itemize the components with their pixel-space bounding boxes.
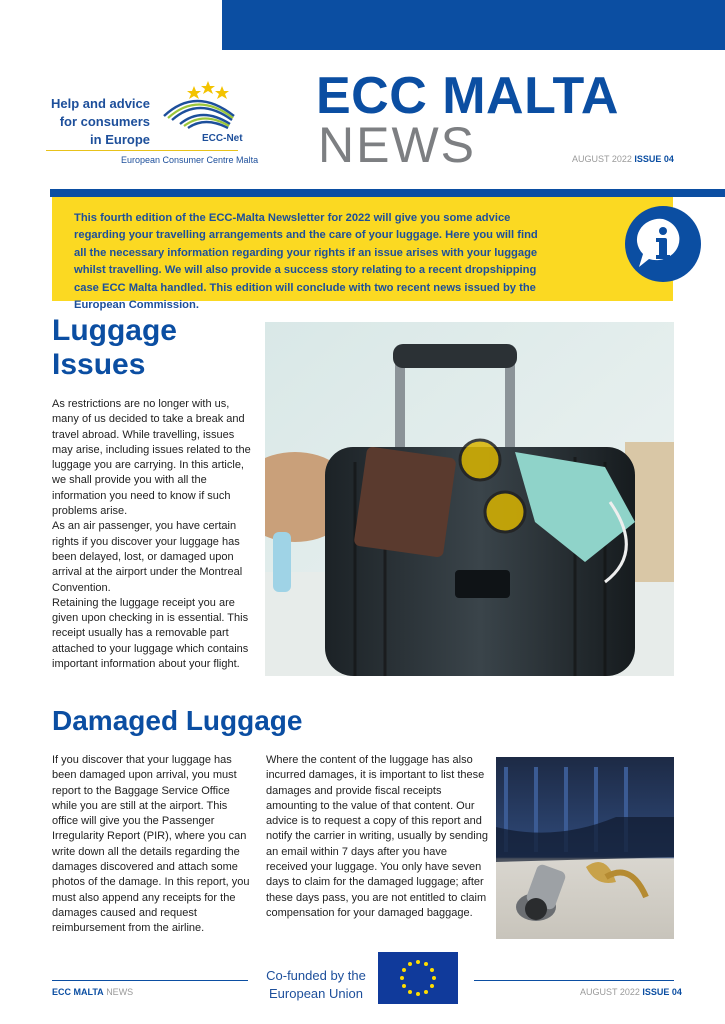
masthead-title: ECC MALTA <box>316 67 619 125</box>
footer-divider-right <box>474 980 674 981</box>
section-heading-damaged-luggage: Damaged Luggage <box>52 705 303 736</box>
cofunded-label: Co-funded by the European Union <box>266 968 366 1001</box>
section-heading-luggage-issues: Luggage Issues <box>52 314 177 381</box>
header-top-bar <box>222 0 725 50</box>
footer-divider-left <box>52 980 248 981</box>
damaged-luggage-col1 <box>52 753 252 937</box>
logo-divider <box>46 150 238 151</box>
svg-text:ECC-Net: ECC-Net <box>202 133 243 144</box>
logo-subtitle: European Consumer Centre Malta <box>121 155 259 165</box>
logo-tagline: Help and advice for consumers in Europe <box>51 96 150 147</box>
footer-brand: ECC MALTA NEWS <box>52 987 134 997</box>
masthead-subtitle: NEWS <box>318 117 476 173</box>
issue-label: AUGUST 2022 ISSUE 04 <box>572 154 674 164</box>
paragraph: Where the content of the luggage has also incurred damages, it is important to list these damages and provide fiscal receipts amounting to the value of that content. Our advice is to request a copy of this report and notify the carrier in writing, usually by sending an email within 7 days after you have received your luggage. You only have seven days to claim for the damaged luggage; after these days pass, you are not entitled to claim compensation for your damaged baggage. <box>266 754 488 919</box>
intro-top-bar <box>50 189 725 197</box>
intro-box <box>52 197 673 312</box>
paragraph: If you discover that your luggage has been damaged upon arrival, you must report to the Baggage Service Office while you are still at the airport. This office will give you the Passenger Irregularity Report (PIR), where you can write down all the details regarding the damages discovered and attach some photos of the damage. In this report, you must also append any receipts for the damages caused and request reimbursement from the airline. <box>52 754 250 935</box>
suitcase-photo <box>265 322 674 676</box>
paragraph: Retaining the luggage receipt you are given upon checking in is essential. This receipt usually has a removable part attached to your luggage which contains important information about your flight. <box>52 596 249 671</box>
paragraph: As an air passenger, you have certain rights if you discover your luggage has been delayed, lost, or damaged upon arrival at the airport under the Montreal Convention. <box>52 520 243 594</box>
stars-icon <box>187 81 229 99</box>
damaged-luggage-col2 <box>266 753 488 921</box>
footer-issue: AUGUST 2022 ISSUE 04 <box>580 987 682 997</box>
intro-text: This fourth edition of the ECC-Malta Newsletter for 2022 will give you some advice regarding your travelling arrangements and the care of your luggage. Here you will find all the necessary information regarding your rights if an issue arises with your luggage whilst travelling. We will also provide a success story relating to a recent dropshipping case ECC Malta handled. This edition will conclude with two recent news issued by the European Commission. <box>74 212 538 312</box>
broken-wheel-photo <box>496 757 674 939</box>
info-icon <box>624 205 702 283</box>
eu-flag-icon <box>378 952 458 1004</box>
paragraph: As restrictions are no longer with us, many of us decided to take a break and travel abroad. While travelling, issues may arise, including issues related to the luggage you are carrying. In this article, we shall provide you with all the information you need to know if such problems arise. <box>52 398 251 518</box>
luggage-issues-body <box>52 397 257 672</box>
